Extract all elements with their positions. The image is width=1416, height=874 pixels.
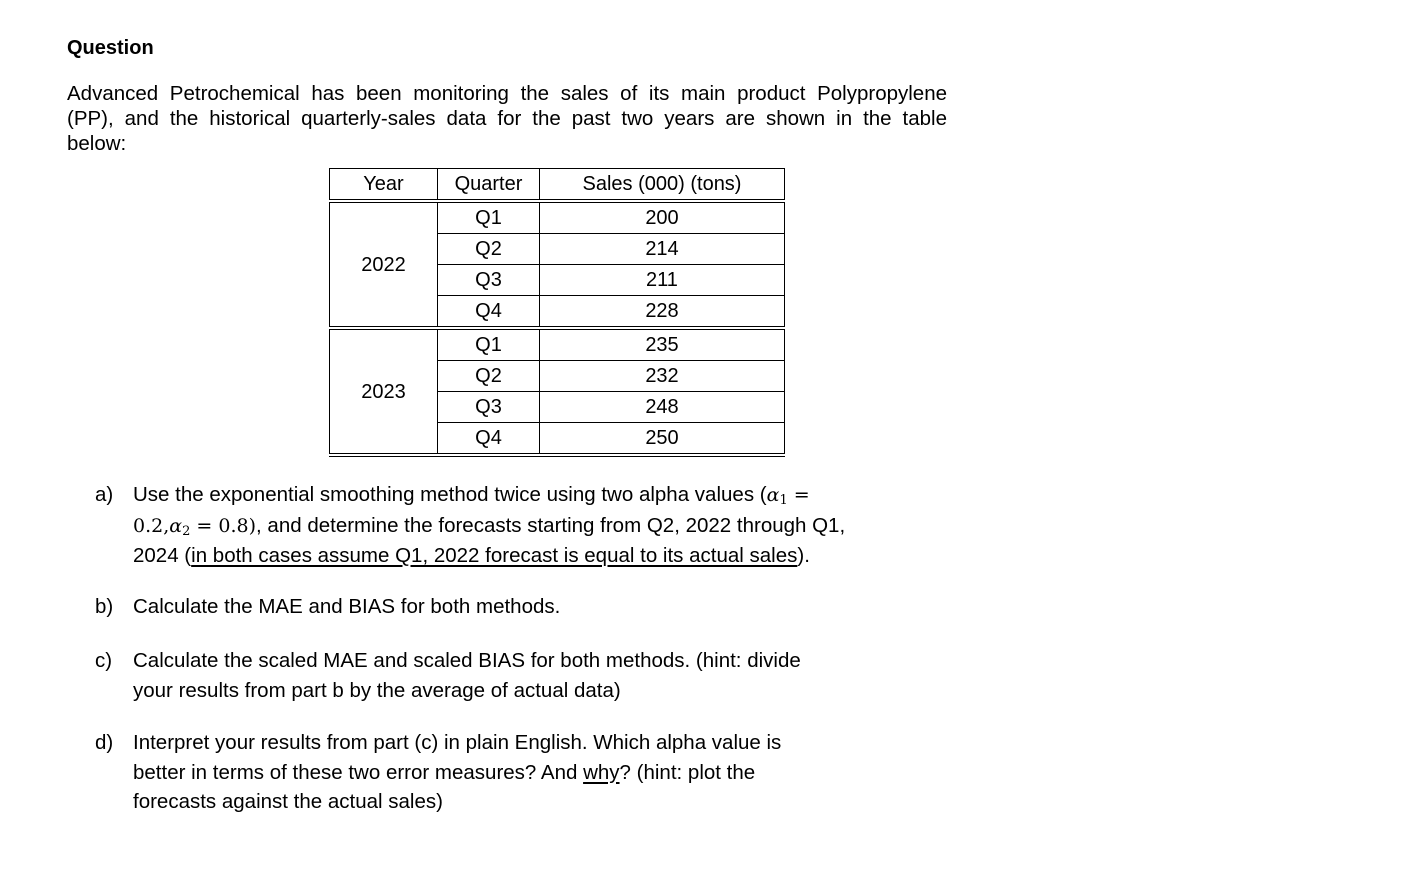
part-line: your results from part b by the average of actual data) xyxy=(133,678,621,702)
header-sales: Sales (000) (tons) xyxy=(540,169,785,202)
header-quarter: Quarter xyxy=(438,169,540,202)
part-label: c) xyxy=(95,649,113,672)
intro-line: Advanced Petrochemical has been monitoring the sales of its main product Polypropylene xyxy=(67,82,947,105)
sales-cell: 214 xyxy=(540,234,785,265)
part-label: b) xyxy=(95,595,114,618)
sales-cell: 211 xyxy=(540,265,785,296)
text-run: ). xyxy=(797,544,810,567)
quarter-cell: Q2 xyxy=(438,234,540,265)
part-line xyxy=(133,541,845,571)
part-line xyxy=(133,480,845,511)
year-cell: 2023 xyxy=(330,328,438,455)
part-line xyxy=(133,758,781,788)
intro-paragraph xyxy=(67,81,947,156)
part-text xyxy=(133,480,845,571)
alpha-2: $0.2,\alpha_2 = 0.8$) xyxy=(133,514,257,539)
part-label: d) xyxy=(95,731,114,754)
quarter-cell: Q1 xyxy=(438,328,540,361)
part-label: a) xyxy=(95,483,114,506)
part-line: Calculate the MAE and BIAS for both methods. xyxy=(133,595,561,618)
text-run: better in terms of these two error measures? And xyxy=(133,760,584,784)
year-cell: 2022 xyxy=(330,201,438,328)
sales-cell: 250 xyxy=(540,423,785,456)
question-heading: Question xyxy=(67,37,154,59)
intro-line: below: xyxy=(67,132,127,155)
text-run: ? (hint: plot the xyxy=(619,760,756,784)
part-line: forecasts against the actual sales) xyxy=(133,790,443,813)
underlined-text: in both cases assume Q1, 2022 forecast is equal to its actual sales xyxy=(191,544,798,567)
sales-cell: 200 xyxy=(540,201,785,234)
sales-cell: 235 xyxy=(540,328,785,361)
part-text xyxy=(133,592,560,622)
part-text xyxy=(133,646,801,705)
alpha-1: $\alpha_1$ = xyxy=(766,484,810,508)
part-line: Interpret your results from part (c) in plain English. Which alpha value is xyxy=(133,731,782,754)
quarter-cell: Q2 xyxy=(438,361,540,392)
part-line: Calculate the scaled MAE and scaled BIAS for both methods. (hint: divide xyxy=(133,649,801,672)
sales-cell: 248 xyxy=(540,392,785,423)
table-header-row xyxy=(330,169,785,202)
quarter-cell: Q4 xyxy=(438,296,540,329)
text-run: , and determine the forecasts starting from Q2, 2022 through Q1, xyxy=(256,513,846,537)
quarter-cell: Q1 xyxy=(438,201,540,234)
text-run: 2024 ( xyxy=(133,544,192,567)
sales-cell: 228 xyxy=(540,296,785,329)
table-row xyxy=(330,201,785,234)
intro-line: (PP), and the historical quarterly-sales data for the past two years are shown in the table xyxy=(67,107,947,130)
part-line xyxy=(133,511,845,542)
header-year: Year xyxy=(330,169,438,202)
sales-table xyxy=(329,168,785,457)
sales-cell: 232 xyxy=(540,361,785,392)
underlined-text: why xyxy=(583,760,620,784)
table-row xyxy=(330,328,785,361)
text-run: Use the exponential smoothing method twice using two alpha values ( xyxy=(133,483,767,506)
quarter-cell: Q3 xyxy=(438,265,540,296)
part-text xyxy=(133,728,781,817)
quarter-cell: Q4 xyxy=(438,423,540,456)
quarter-cell: Q3 xyxy=(438,392,540,423)
